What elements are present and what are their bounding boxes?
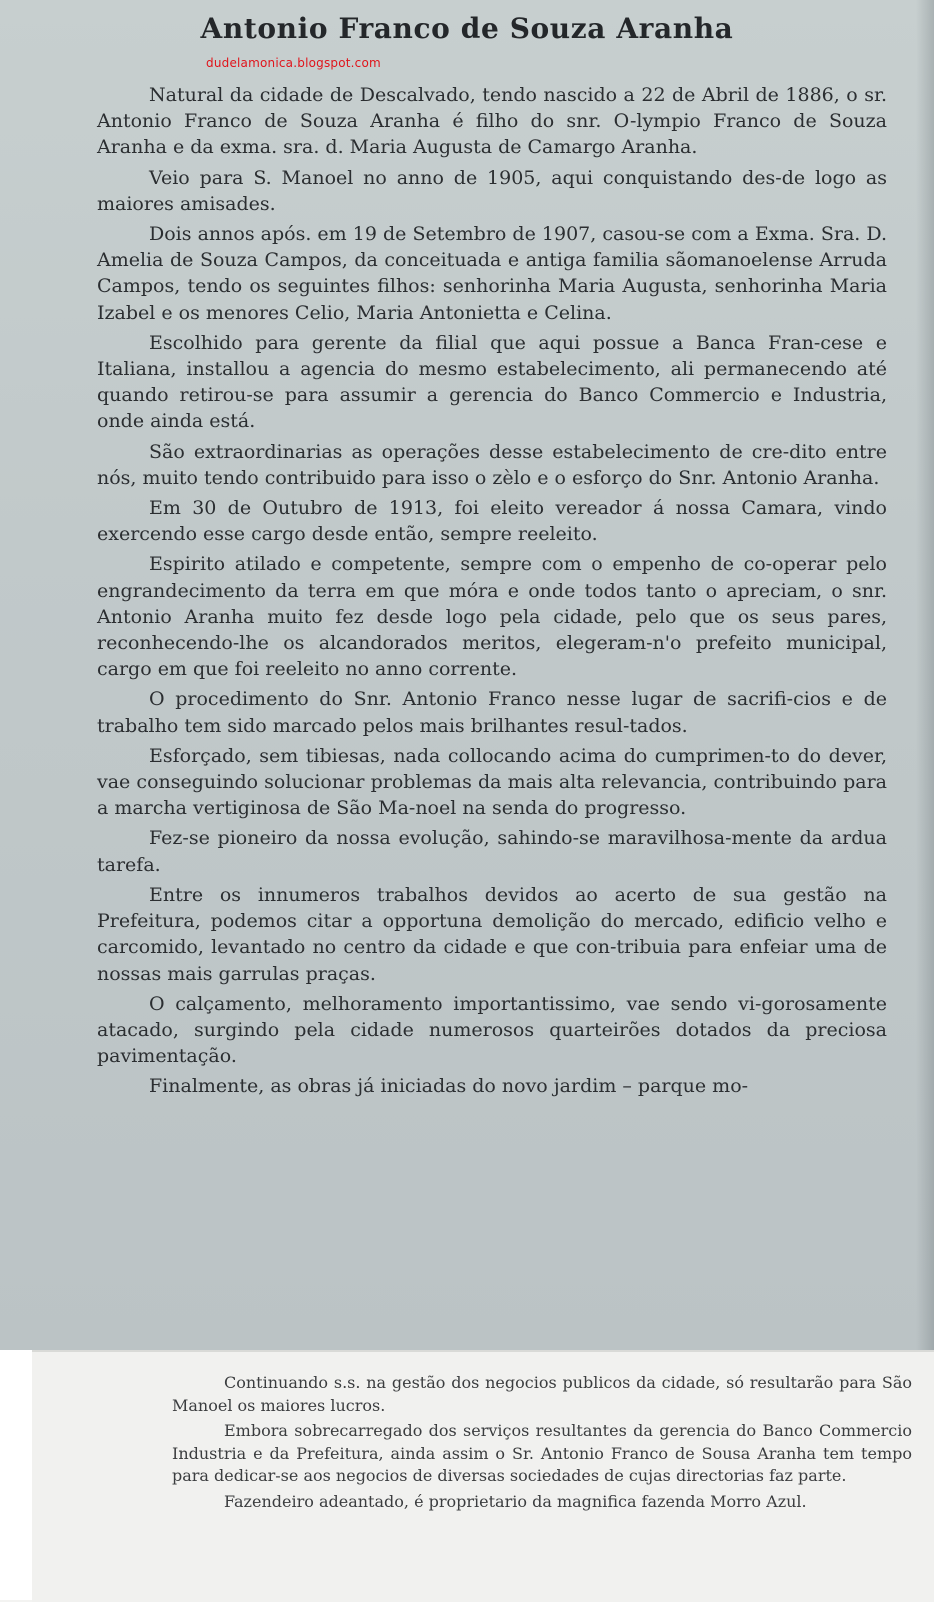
paragraph: Veio para S. Manoel no anno de 1905, aqui conquistando des-de logo as maiores amisades. [97, 166, 887, 215]
paragraph: Fazendeiro adeantado, é proprietario da magnifica fazenda Morro Azul. [224, 1491, 807, 1511]
paragraph: Finalmente, as obras já iniciadas do novo jardim – parque mo- [149, 1075, 749, 1098]
paragraph: O procedimento do Snr. Antonio Franco nesse lugar de sacrifi-cios e de trabalho tem sido marcado pelos mais brilhantes resul-tados. [97, 688, 887, 737]
paragraph: Embora sobrecarregado dos serviços resultantes da gerencia do Banco Commercio Industria e da Prefeitura, ainda assim o Sr. Antonio Franco de Sousa Aranha tem tempo para dedicar-se aos negocios de diversas sociedades de cujas directorias faz parte. [172, 1421, 912, 1486]
paragraph: Entre os innumeros trabalhos devidos ao acerto de sua gestão na Prefeitura, podemos citar a opportuna demolição do mercado, edificio velho e carcomido, levantado no centro da cidade e que con-tribuia para enfeiar uma de nossas mais garrulas praças. [97, 883, 887, 985]
paragraph: Escolhido para gerente da filial que aqui possue a Banca Fran-cese e Italiana, installou a agencia do mesmo estabelecimento, ali permanecendo até quando retirou-se para assumir a gerencia do Banco Commercio e Industria, onde ainda está. [97, 331, 887, 433]
biography-text [97, 82, 887, 1104]
paragraph: O calçamento, melhoramento importantissimo, vae sendo vi-gorosamente atacado, surgindo pela cidade numerosos quarteirões dotados da preciosa pavimentação. [97, 992, 887, 1068]
margin-strip [0, 1350, 32, 1600]
continuation-text [172, 1372, 912, 1517]
paragraph: Natural da cidade de Descalvado, tendo nascido a 22 de Abril de 1886, o sr. Antonio Franco de Souza Aranha é filho do snr. O-lympio Franco de Souza Aranha e da exma. sra. d. Maria Augusta de Camargo Aranha. [97, 84, 887, 159]
paragraph: Continuando s.s. na gestão dos negocios publicos da cidade, só resultarão para São Manoel os maiores lucros. [172, 1373, 912, 1415]
page-title: Antonio Franco de Souza Aranha [200, 12, 734, 45]
paragraph: Em 30 de Outubro de 1913, foi eleito vereador á nossa Camara, vindo exercendo esse cargo desde então, sempre reeleito. [97, 497, 887, 546]
paragraph: Esforçado, sem tibiesas, nada collocando acima do cumprimen-to do dever, vae conseguindo solucionar problemas da mais alta relevancia, contribuindo para a marcha vertiginosa de São Ma-noel na senda do progresso. [97, 744, 887, 820]
paragraph: Espirito atilado e competente, sempre com o empenho de co-operar pelo engrandecimento da terra em que móra e onde todos tanto o apreciam, o snr. Antonio Aranha muito fez desde logo pela cidade, pelo que os seus pares, reconhecendo-lhe os alcandorados meritos, elegeram-n'o prefeito municipal, cargo em que foi reeleito no anno corrente. [97, 553, 887, 681]
paragraph: Dois annos após. em 19 de Setembro de 1907, casou-se com a Exma. Sra. D. Amelia de Souza Campos, da conceituada e antiga familia sãomanoelense Arruda Campos, tendo os seguintes filhos: senhorinha Maria Augusta, senhorinha Maria Izabel e os menores Celio, Maria Antonietta e Celina. [97, 223, 887, 324]
lower-scan [32, 1350, 934, 1602]
blog-watermark: dudelamonica.blogspot.com [206, 56, 381, 70]
paragraph: São extraordinarias as operações desse estabelecimento de cre-dito entre nós, muito tendo contribuido para isso o zèlo e o esforço do Snr. Antonio Aranha. [97, 440, 887, 489]
paragraph: Fez-se pioneiro da nossa evolução, sahindo-se maravilhosa-mente da ardua tarefa. [97, 827, 887, 876]
